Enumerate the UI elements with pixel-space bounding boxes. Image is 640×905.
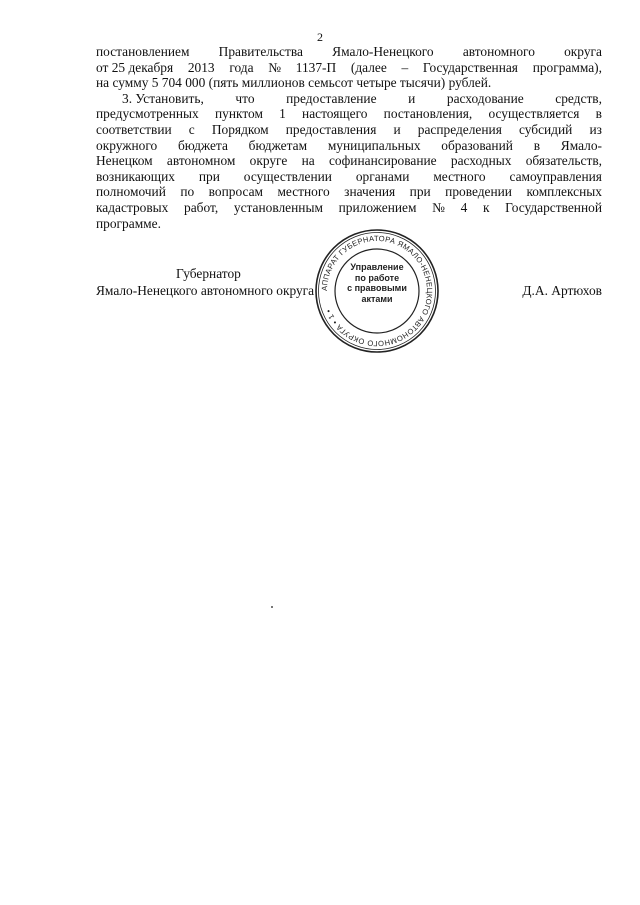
- word: бюджета: [177, 137, 228, 153]
- word: предоставления: [285, 121, 377, 137]
- scan-speck: [271, 606, 273, 608]
- word: обязательств,: [525, 153, 602, 169]
- word: осуществлении: [243, 168, 332, 184]
- word: 1: [279, 106, 286, 122]
- word: предусмотренных: [96, 106, 199, 122]
- word: софинансирование: [328, 153, 437, 169]
- word: округе: [249, 153, 288, 169]
- word: программа),: [532, 59, 602, 75]
- paragraph-2-line-7: [96, 184, 602, 200]
- word: в: [533, 137, 541, 153]
- word: округа: [564, 44, 602, 59]
- word: окружного: [96, 137, 158, 153]
- word: полномочий: [96, 184, 166, 200]
- word: 2013: [187, 59, 215, 75]
- word: органами: [355, 168, 410, 184]
- word: субсидий: [518, 121, 573, 137]
- word: кадастровых: [96, 199, 169, 215]
- word: года: [229, 59, 254, 75]
- seal-center-line: по работе: [354, 272, 400, 283]
- word: установленным: [233, 199, 323, 215]
- word: автономного: [462, 44, 535, 59]
- word: к: [482, 199, 490, 215]
- word: Ненецком: [96, 153, 153, 169]
- word: настоящего: [302, 106, 368, 122]
- seal-ring-text: АППАРАТ ГУБЕРНАТОРА ЯМАЛО-НЕНЕЦКОГО АВТОНОМНОГО ОКРУГА • 1 •: [319, 233, 435, 349]
- word: автономном: [166, 153, 236, 169]
- seal-center-text: [342, 262, 412, 304]
- word: Государственная: [422, 59, 518, 75]
- paragraph-1-line-3: на сумму 5 704 000 (пять миллионов семьсот четыре тысячи) рублей.: [96, 75, 492, 91]
- word: при: [409, 184, 431, 200]
- word: приложением: [338, 199, 417, 215]
- word: самоуправления: [509, 168, 602, 184]
- word: пунктом: [214, 106, 263, 122]
- word: при: [198, 168, 220, 184]
- word: что: [235, 90, 255, 106]
- word: возникающих: [96, 168, 175, 184]
- word: от 25 декабря: [96, 59, 174, 75]
- word: 3. Установить,: [122, 90, 204, 106]
- word: и: [408, 90, 416, 106]
- signatory-title-line-1: Губернатор: [176, 266, 241, 281]
- paragraph-2-line-6: [96, 169, 602, 185]
- word: постановлением: [96, 44, 190, 59]
- word: №: [268, 59, 282, 75]
- word: в: [595, 106, 602, 122]
- paragraph-2-line-5: [96, 153, 602, 169]
- paragraph-2-line-1: [96, 91, 602, 107]
- word: муниципальных: [327, 137, 421, 153]
- word: комплексных: [526, 184, 602, 200]
- paragraph-1-line-2: [96, 60, 602, 76]
- page-number: 2: [317, 30, 323, 44]
- word: образований: [441, 137, 513, 153]
- word: и: [393, 121, 401, 137]
- word: Государственной: [505, 199, 602, 215]
- word: Ямало-: [560, 137, 602, 153]
- word: по: [180, 184, 195, 200]
- seal-center-line: актами: [361, 293, 393, 304]
- word: на: [301, 153, 315, 169]
- word: Ямало-Ненецкого: [332, 44, 434, 59]
- word: средств,: [555, 90, 602, 106]
- word: работ,: [184, 199, 219, 215]
- word: осуществляется: [488, 106, 580, 122]
- word: расходных: [450, 153, 512, 169]
- word: предоставление: [286, 90, 377, 106]
- word: постановления,: [383, 106, 473, 122]
- signatory-name: Д.А. Артюхов: [522, 283, 602, 298]
- paragraph-1-line-1: [96, 44, 602, 60]
- word: значения: [344, 184, 396, 200]
- seal-center-line: с правовыми: [347, 283, 407, 293]
- word: Порядком: [211, 121, 269, 137]
- signatory-title-line-2: Ямало-Ненецкого автономного округа: [96, 283, 315, 298]
- word: –: [401, 59, 409, 75]
- word: распределения: [417, 121, 502, 137]
- word: №: [432, 199, 445, 215]
- word: местного: [433, 168, 486, 184]
- word: местного: [277, 184, 330, 200]
- word: проведении: [445, 184, 512, 200]
- paragraph-2-line-3: [96, 122, 602, 138]
- word: с: [188, 121, 195, 137]
- word: 4: [460, 199, 468, 215]
- word: расходование: [446, 90, 524, 106]
- paragraph-2-line-9: программе.: [96, 215, 161, 231]
- paragraph-2-line-2: [96, 106, 602, 122]
- word: Правительства: [218, 44, 303, 59]
- word: бюджетам: [248, 137, 308, 153]
- word: (далее: [350, 59, 387, 75]
- document-body: [96, 44, 602, 231]
- paragraph-2-line-8: [96, 200, 602, 216]
- word: соответствии: [96, 121, 172, 137]
- seal-center-line: Управление: [350, 262, 404, 272]
- paragraph-2-line-4: [96, 138, 602, 154]
- word: из: [589, 121, 602, 137]
- word: вопросам: [208, 184, 263, 200]
- official-seal-stamp: [314, 228, 440, 354]
- word: 1137-П: [295, 59, 337, 75]
